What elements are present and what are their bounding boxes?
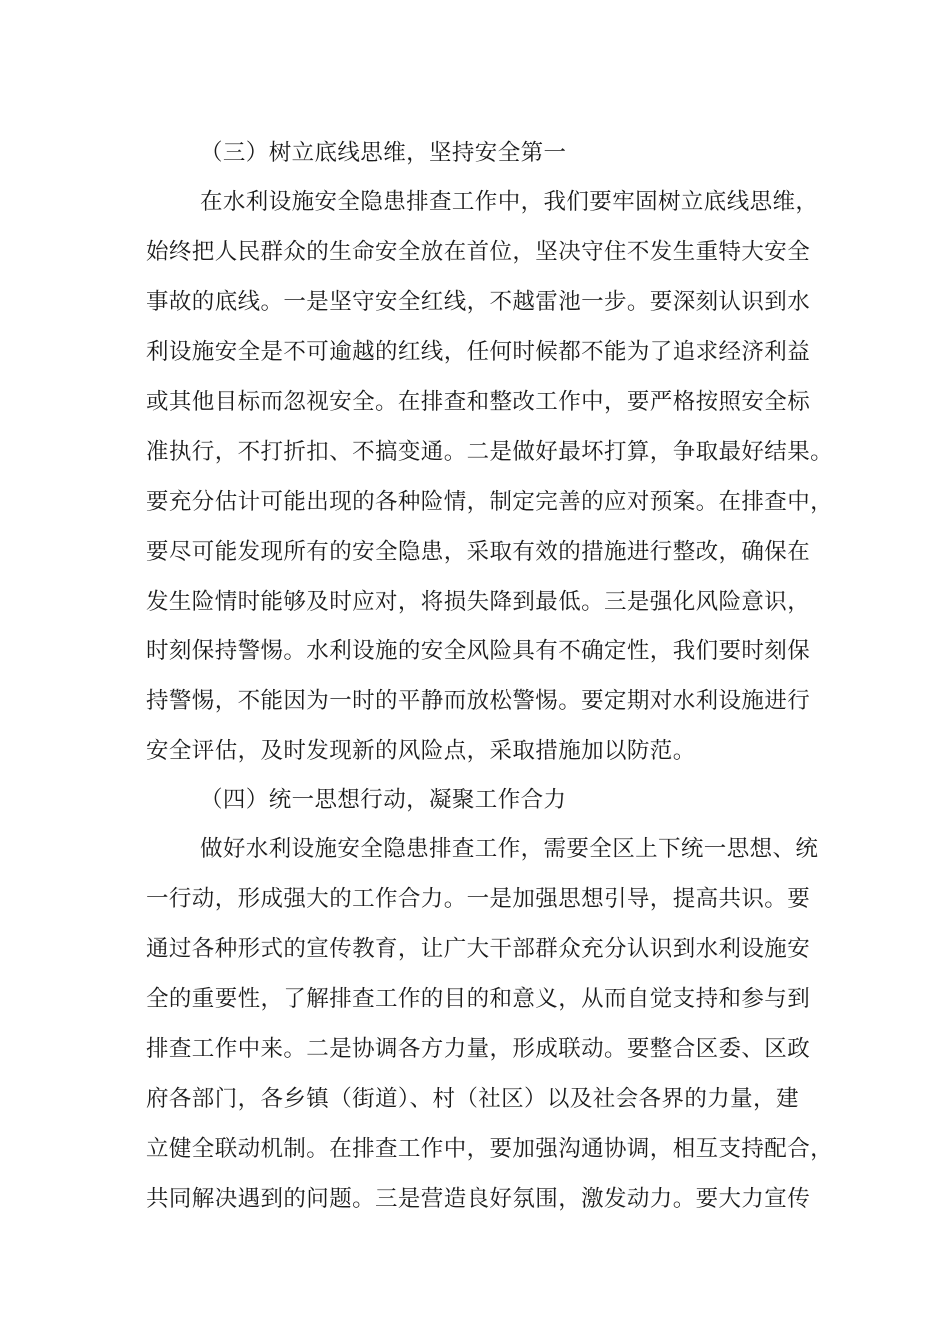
paragraph-line: 时刻保持警惕。水利设施的安全风险具有不确定性，我们要时刻保: [146, 638, 811, 664]
paragraph-line: 排查工作中来。二是协调各方力量，形成联动。要整合区委、区政: [146, 1036, 811, 1062]
paragraph-line: 在水利设施安全隐患排查工作中，我们要牢固树立底线思维，: [200, 189, 819, 215]
paragraph-line: 持警惕，不能因为一时的平静而放松警惕。要定期对水利设施进行: [146, 688, 811, 714]
paragraph-line: 全的重要性，了解排查工作的目的和意义，从而自觉支持和参与到: [146, 986, 811, 1012]
paragraph-line: 通过各种形式的宣传教育，让广大干部群众充分认识到水利设施安: [146, 936, 811, 962]
paragraph-line: 利设施安全是不可逾越的红线，任何时候都不能为了追求经济利益: [146, 339, 811, 365]
section-heading: （三）树立底线思维，坚持安全第一: [200, 140, 567, 166]
paragraph-line: 发生险情时能够及时应对，将损失降到最低。三是强化风险意识，: [146, 589, 811, 615]
paragraph-line: 安全评估，及时发现新的风险点，采取措施加以防范。: [146, 738, 696, 764]
paragraph-line: 准执行，不打折扣、不搞变通。二是做好最坏打算，争取最好结果。: [146, 439, 834, 465]
paragraph-line: 始终把人民群众的生命安全放在首位，坚决守住不发生重特大安全: [146, 239, 811, 265]
paragraph-line: 一行动，形成强大的工作合力。一是加强思想引导，提高共识。要: [146, 886, 811, 912]
paragraph-line: 要尽可能发现所有的安全隐患，采取有效的措施进行整改，确保在: [146, 539, 811, 565]
section-heading: （四）统一思想行动，凝聚工作合力: [200, 787, 567, 813]
paragraph-line: 做好水利设施安全隐患排查工作，需要全区上下统一思想、统: [200, 836, 819, 862]
paragraph-line: 要充分估计可能出现的各种险情，制定完善的应对预案。在排查中，: [146, 489, 834, 515]
paragraph-line: 事故的底线。一是坚守安全红线，不越雷池一步。要深刻认识到水: [146, 289, 811, 315]
paragraph-line: 或其他目标而忽视安全。在排查和整改工作中，要严格按照安全标: [146, 389, 811, 415]
paragraph-line: 共同解决遇到的问题。三是营造良好氛围，激发动力。要大力宣传: [146, 1186, 811, 1212]
paragraph-line: 立健全联动机制。在排查工作中，要加强沟通协调，相互支持配合，: [146, 1136, 834, 1162]
paragraph-line: 府各部门，各乡镇（街道）、村（社区）以及社会各界的力量，建: [146, 1086, 799, 1112]
